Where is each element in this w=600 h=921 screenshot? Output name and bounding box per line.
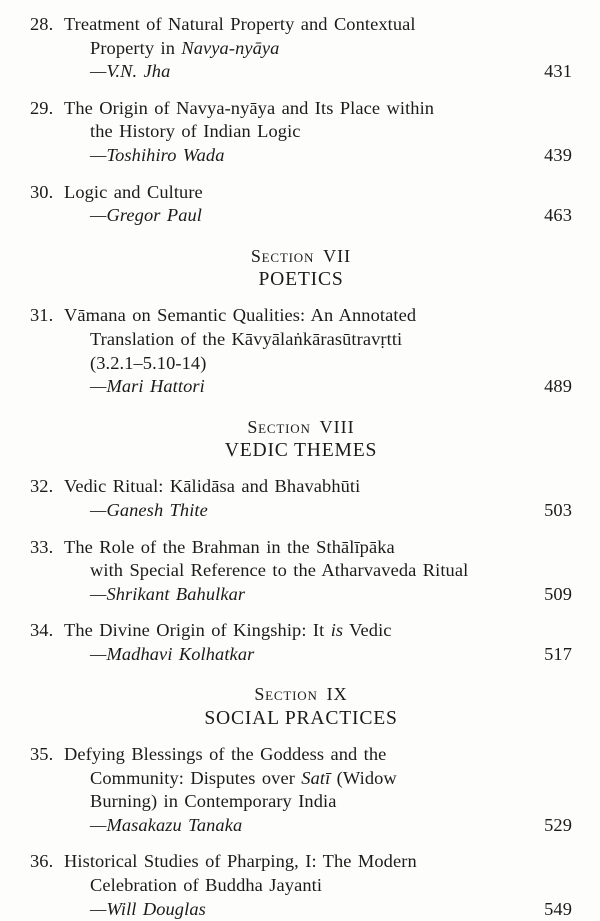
entry-author-line	[64, 643, 572, 667]
entry-author-line	[64, 583, 572, 607]
entry-author: —Ganesh Thite	[90, 499, 208, 520]
section-heading-line	[30, 416, 572, 440]
title-text: (3.2.1–5.10-14)	[90, 352, 207, 373]
entry-number: 34.	[30, 620, 54, 641]
entry-number: 29.	[30, 97, 54, 118]
entry-title-line	[30, 536, 572, 560]
entry-title-continuation-line	[64, 790, 572, 814]
entry-title-line	[30, 304, 572, 328]
title-text: Translation of the Kāvyālaṅkārasūtravṛtti	[90, 328, 403, 349]
section-heading	[30, 416, 572, 464]
title-text: The Divine Origin of Kingship: It	[64, 620, 331, 641]
entry-author: —Masakazu Tanaka	[90, 814, 243, 835]
section-title: SOCIAL PRACTICES	[204, 708, 398, 730]
entry-author: —V.N. Jha	[90, 61, 171, 82]
title-text: Vāmana on Semantic Qualities: An Annotated	[64, 305, 417, 326]
toc-entry	[30, 536, 572, 607]
entry-author: —Mari Hattori	[90, 376, 205, 397]
toc-entry	[30, 475, 572, 522]
section-title: POETICS	[258, 269, 344, 291]
entry-page-number: 503	[544, 499, 572, 520]
entry-title-continuation-line	[64, 767, 572, 791]
toc-entry	[30, 850, 572, 921]
section-numeral: IX	[326, 684, 348, 705]
entry-title-line	[30, 475, 572, 499]
section-label: Section	[247, 416, 311, 437]
title-text: Treatment of Natural Property and Contextual	[64, 14, 416, 34]
title-italic-term: Navya-nyāya	[181, 37, 280, 58]
title-text: Historical Studies of Pharping, I: The Modern	[64, 851, 417, 872]
entry-page-number: 517	[544, 643, 572, 664]
entry-page-number: 489	[544, 376, 572, 397]
entry-author-line	[64, 204, 572, 228]
entry-number: 28.	[30, 14, 54, 34]
entry-author-line	[64, 60, 572, 84]
title-text: Community: Disputes over	[90, 767, 302, 788]
entry-title-line	[30, 743, 572, 767]
toc-entry	[30, 304, 572, 398]
title-italic-term: Satī	[301, 767, 331, 788]
entry-title-continuation-line	[64, 37, 572, 61]
section-heading	[30, 683, 572, 731]
title-italic-term: is	[330, 620, 344, 641]
toc-entry	[30, 743, 572, 837]
entry-author: —Toshihiro Wada	[90, 144, 225, 165]
title-text: Property in	[90, 37, 182, 58]
toc-entry	[30, 13, 572, 84]
entry-number: 36.	[30, 851, 54, 872]
entry-author-line	[64, 499, 572, 523]
title-text: Defying Blessings of the Goddess and the	[64, 744, 387, 765]
title-text: Vedic Ritual: Kālidāsa and Bhavabhūti	[64, 476, 361, 497]
toc-entry	[30, 619, 572, 666]
entry-page-number: 431	[544, 61, 572, 82]
title-text: Logic and Culture	[64, 181, 203, 202]
entry-author: —Shrikant Bahulkar	[90, 583, 246, 604]
entry-page-number: 463	[544, 205, 572, 226]
entry-title-continuation-line	[64, 352, 572, 376]
title-text: (Widow	[330, 767, 397, 788]
entry-title-line	[30, 850, 572, 874]
title-text: Celebration of Buddha Jayanti	[90, 875, 323, 896]
entry-title-line	[30, 619, 572, 643]
section-numeral: VIII	[319, 416, 355, 437]
entry-author-line	[64, 898, 572, 921]
section-heading-line	[30, 683, 572, 707]
section-heading-line	[30, 245, 572, 269]
toc-content	[30, 13, 572, 921]
title-text: Vedic	[343, 620, 392, 641]
section-label: Section	[254, 684, 318, 705]
entry-title-continuation-line	[64, 328, 572, 352]
title-text: The Origin of Navya-nyāya and Its Place within	[64, 97, 435, 118]
entry-author-line	[64, 375, 572, 399]
entry-page-number: 509	[544, 583, 572, 604]
entry-author-line	[64, 814, 572, 838]
section-heading	[30, 245, 572, 293]
entry-author-line	[64, 144, 572, 168]
title-text: the History of Indian Logic	[90, 121, 301, 142]
title-text: with Special Reference to the Atharvaveda Ritual	[90, 560, 469, 581]
section-title: VEDIC THEMES	[224, 440, 378, 462]
entry-author: —Will Douglas	[90, 898, 206, 919]
entry-title-line	[30, 181, 572, 205]
title-text: Burning) in Contemporary India	[90, 791, 337, 812]
entry-number: 33.	[30, 536, 54, 557]
entry-title-line	[30, 13, 572, 37]
entry-page-number: 549	[544, 898, 572, 919]
section-numeral: VII	[323, 245, 352, 266]
entry-author: —Madhavi Kolhatkar	[90, 643, 255, 664]
entry-page-number: 439	[544, 144, 572, 165]
toc-entry	[30, 181, 572, 228]
section-label: Section	[250, 245, 315, 266]
entry-title-continuation-line	[64, 559, 572, 583]
toc-entry	[30, 97, 572, 168]
entry-title-continuation-line	[64, 120, 572, 144]
entry-number: 35.	[30, 744, 54, 765]
entry-page-number: 529	[544, 814, 572, 835]
entry-number: 32.	[30, 476, 54, 497]
entry-number: 31.	[30, 305, 54, 326]
title-text: The Role of the Brahman in the Sthālīpāka	[64, 536, 395, 557]
entry-title-continuation-line	[64, 874, 572, 898]
entry-title-line	[30, 97, 572, 121]
entry-number: 30.	[30, 181, 54, 202]
entry-author: —Gregor Paul	[90, 205, 203, 226]
